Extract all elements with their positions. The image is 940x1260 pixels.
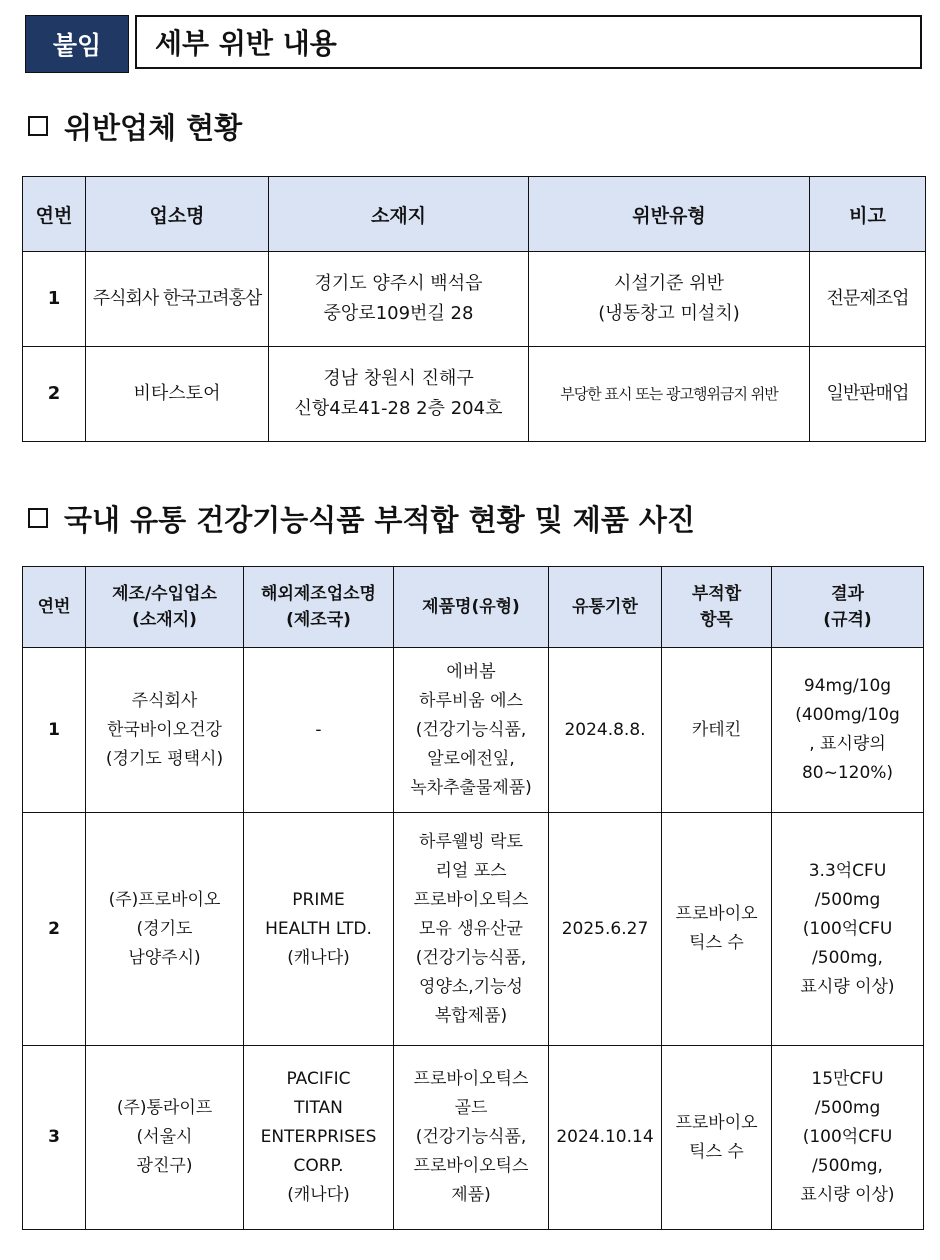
cell-item: 카테킨 [662, 648, 772, 813]
col-header-no: 연번 [23, 177, 86, 252]
cell-company: 비타스토어 [86, 347, 269, 442]
col-header-item: 부적합 항목 [662, 567, 772, 648]
table-row [23, 1046, 924, 1230]
col-header-result: 결과 (규격) [772, 567, 924, 648]
section-violating-companies [28, 104, 242, 148]
cell-expiry: 2024.8.8. [549, 648, 662, 813]
cell-manufacturer: (주)프로바이오 (경기도 남양주시) [86, 813, 244, 1046]
cell-violation: 시설기준 위반 (냉동창고 미설치) [529, 252, 810, 347]
nonconforming-products-table [22, 566, 924, 1230]
cell-manufacturer: (주)통라이프 (서울시 광진구) [86, 1046, 244, 1230]
cell-address: 경남 창원시 진해구 신항4로41-28 2층 204호 [269, 347, 529, 442]
cell-result: 94mg/10g (400mg/10g , 표시량의 80~120%) [772, 648, 924, 813]
cell-manufacturer: 주식회사 한국바이오건강 (경기도 평택시) [86, 648, 244, 813]
col-header-manufacturer: 제조/수입업소 (소재지) [86, 567, 244, 648]
cell-product: 에버봄 하루비움 에스 (건강기능식품, 알로에전잎, 녹차추출물제품) [394, 648, 549, 813]
col-header-expiry: 유통기한 [549, 567, 662, 648]
cell-overseas-maker: PRIME HEALTH LTD. (캐나다) [244, 813, 394, 1046]
cell-no: 1 [23, 648, 86, 813]
col-header-address: 소재지 [269, 177, 529, 252]
section-title: 위반업체 현황 [64, 110, 243, 145]
cell-item: 프로바이오 틱스 수 [662, 813, 772, 1046]
cell-note: 전문제조업 [810, 252, 926, 347]
cell-company: 주식회사 한국고려홍삼 [86, 252, 269, 347]
cell-item: 프로바이오 틱스 수 [662, 1046, 772, 1230]
cell-overseas-maker: PACIFIC TITAN ENTERPRISES CORP. (캐나다) [244, 1046, 394, 1230]
cell-expiry: 2024.10.14 [549, 1046, 662, 1230]
table-row [23, 252, 926, 347]
col-header-company: 업소명 [86, 177, 269, 252]
cell-violation: 부당한 표시 또는 광고행위금지 위반 [529, 347, 810, 442]
cell-expiry: 2025.6.27 [549, 813, 662, 1046]
section-title: 국내 유통 건강기능식품 부적합 현황 및 제품 사진 [64, 502, 695, 537]
checkbox-bullet-icon [28, 508, 48, 528]
cell-no: 3 [23, 1046, 86, 1230]
cell-no: 2 [23, 347, 86, 442]
table-row [23, 347, 926, 442]
cell-note: 일반판매업 [810, 347, 926, 442]
col-header-violation: 위반유형 [529, 177, 810, 252]
table-header-row [23, 177, 926, 252]
col-header-note: 비고 [810, 177, 926, 252]
cell-no: 2 [23, 813, 86, 1046]
cell-result: 15만CFU /500mg (100억CFU /500mg, 표시량 이상) [772, 1046, 924, 1230]
col-header-product: 제품명(유형) [394, 567, 549, 648]
cell-product: 하루웰빙 락토 리얼 포스 프로바이오틱스 모유 생유산균 (건강기능식품, 영양소,기능성 복합제품) [394, 813, 549, 1046]
table-header-row [23, 567, 924, 648]
cell-overseas-maker: - [244, 648, 394, 813]
table-row [23, 813, 924, 1046]
cell-no: 1 [23, 252, 86, 347]
cell-result: 3.3억CFU /500mg (100억CFU /500mg, 표시량 이상) [772, 813, 924, 1046]
attachment-tag: 붙임 [25, 15, 129, 73]
col-header-no: 연번 [23, 567, 86, 648]
checkbox-bullet-icon [28, 116, 48, 136]
violating-companies-table [22, 176, 926, 442]
cell-product: 프로바이오틱스 골드 (건강기능식품, 프로바이오틱스 제품) [394, 1046, 549, 1230]
table-row [23, 648, 924, 813]
attachment-header [25, 15, 924, 73]
section-nonconforming-products [28, 496, 695, 540]
page-title: 세부 위반 내용 [135, 15, 922, 69]
col-header-overseas-maker: 해외제조업소명 (제조국) [244, 567, 394, 648]
cell-address: 경기도 양주시 백석읍 중앙로109번길 28 [269, 252, 529, 347]
